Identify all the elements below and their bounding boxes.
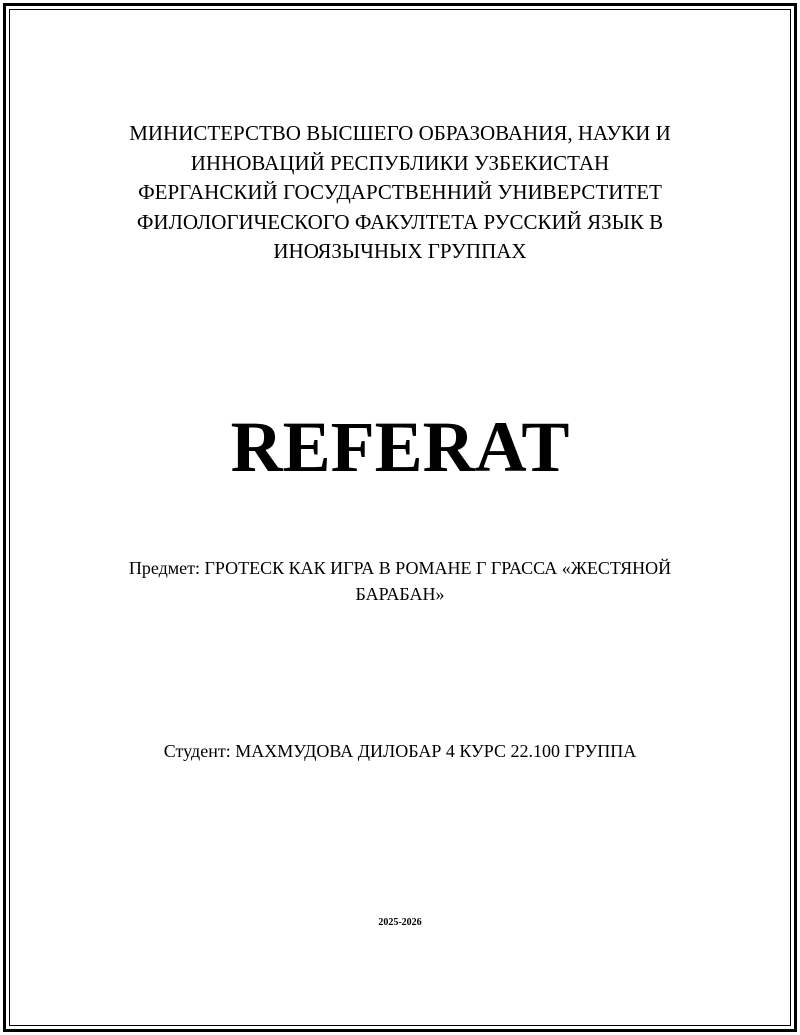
document-title: REFERAT xyxy=(230,407,570,487)
institution-header xyxy=(60,119,740,267)
student-line: Студент: МАХМУДОВА ДИЛОБАР 4 КУРС 22.100 ГРУППА xyxy=(163,741,637,761)
header-line: МИНИСТЕРСТВО ВЫСШЕГО ОБРАЗОВАНИЯ, НАУКИ И xyxy=(129,121,671,145)
subject-line: Предмет: ГРОТЕСК КАК ИГРА В РОМАНЕ Г ГРАССА «ЖЕСТЯНОЙ xyxy=(128,558,672,578)
header-line: ФЕРГАНСКИЙ ГОСУДАРСТВЕННИЙ УНИВЕРСТИТЕТ xyxy=(138,180,662,204)
header-line: ФИЛОЛОГИЧЕСКОГО ФАКУЛТЕТА РУССКИЙ ЯЗЫК В xyxy=(136,209,664,234)
header-line: ИНОЯЗЫЧНЫХ ГРУППАХ xyxy=(273,239,527,263)
subject-block xyxy=(60,555,740,607)
academic-year: 2025-2026 xyxy=(378,917,422,928)
subject-line: БАРАБАН» xyxy=(355,584,445,604)
header-line: ИННОВАЦИЙ РЕСПУБЛИКИ УЗБЕКИСТАН xyxy=(190,150,610,175)
